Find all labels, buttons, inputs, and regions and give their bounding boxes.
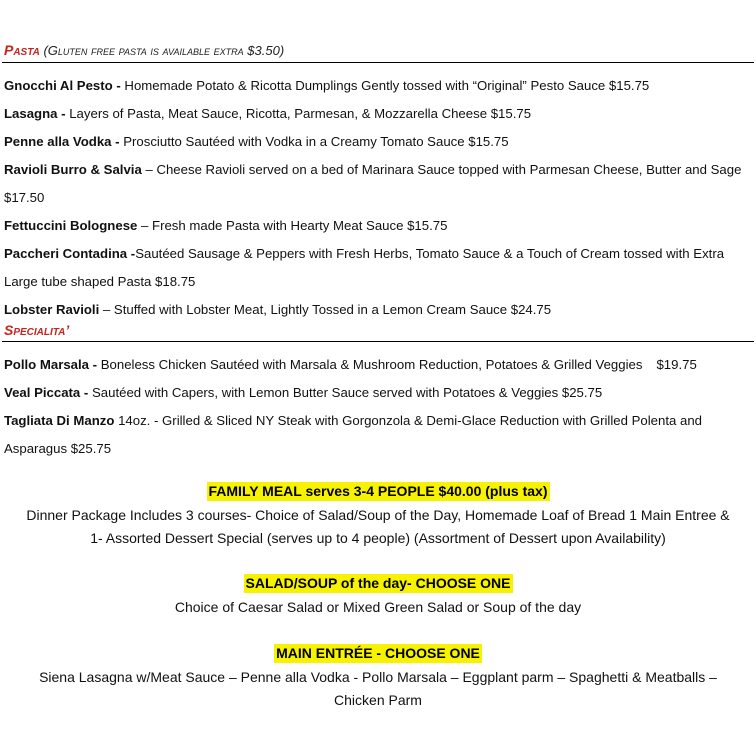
main-entree-title: MAIN ENTRÉE - CHOOSE ONE (276, 645, 480, 661)
item-name: Gnocchi Al Pesto - (4, 78, 121, 93)
item-name: Paccheri Contadina - (4, 246, 136, 261)
salad-soup-line-1: Choice of Caesar Salad or Mixed Green Salad or Soup of the day (174, 599, 582, 615)
family-meal-block (0, 482, 756, 501)
item-name: Tagliata Di Manzo (4, 413, 115, 428)
family-meal-line-1: Dinner Package Includes 3 courses- Choice of Salad/Soup of the Day, Homemade Loaf of Bread 1 Main Entree & (26, 507, 730, 523)
menu-item-ravioli-burro (4, 156, 752, 212)
item-name: Fettuccini Bolognese (4, 218, 138, 233)
salad-soup-title: SALAD/SOUP of the day- CHOOSE ONE (245, 575, 511, 591)
item-desc: Homemade Potato & Ricotta Dumplings Gently tossed with “Original” Pesto Sauce $15.75 (120, 78, 650, 93)
menu-item-penne-vodka (4, 128, 752, 156)
item-desc: 14oz. - Grilled & Sliced NY Steak with Gorgonzola & Demi-Glace Reduction with Grilled Polenta and Asparagus $25.75 (4, 413, 703, 456)
menu-item-veal-piccata (4, 379, 752, 407)
item-name: Lasagna - (4, 106, 66, 121)
item-name: Penne alla Vodka - (4, 134, 120, 149)
specialita-divider (2, 341, 754, 342)
specialita-section-header (4, 322, 69, 339)
pasta-title: Pasta (4, 42, 40, 58)
item-name: Ravioli Burro & Salvia (4, 162, 142, 177)
item-desc: Sautéed Sausage & Peppers with Fresh Herbs, Tomato Sauce & a Touch of Cream tossed with Extra Large tube shaped Pasta $18.75 (4, 246, 725, 289)
menu-item-pollo-marsala (4, 351, 752, 379)
main-entree-block (0, 644, 756, 663)
item-desc: – Cheese Ravioli served on a bed of Marinara Sauce topped with Parmesan Cheese, Butter and Sage $17.50 (4, 162, 742, 205)
family-meal-title: FAMILY MEAL serves 3-4 PEOPLE $40.00 (plus tax) (208, 483, 548, 499)
item-price: $19.75 (656, 357, 697, 372)
salad-soup-block (0, 574, 756, 593)
family-meal-line-2: 1- Assorted Dessert Special (serves up to 4 people) (Assortment of Dessert upon Availability) (90, 530, 666, 546)
item-name: Lobster Ravioli (4, 302, 100, 317)
item-name: Pollo Marsala - (4, 357, 98, 372)
menu-item-lasagna (4, 100, 752, 128)
menu-item-fettuccini (4, 212, 752, 240)
menu-item-gnocchi (4, 72, 752, 100)
pasta-section-header (4, 42, 284, 59)
menu-item-paccheri (4, 240, 752, 296)
item-desc: Boneless Chicken Sautéed with Marsala & Mushroom Reduction, Potatoes & Grilled Veggies (97, 357, 643, 372)
main-entree-line-1: Siena Lasagna w/Meat Sauce – Penne alla Vodka - Pollo Marsala – Eggplant parm – Spaghetti & Meatballs – (39, 669, 717, 685)
main-entree-line-2: Chicken Parm (334, 692, 422, 708)
item-name: Veal Piccata - (4, 385, 89, 400)
item-desc: Prosciutto Sautéed with Vodka in a Creamy Tomato Sauce $15.75 (119, 134, 509, 149)
gluten-free-note: (Gluten free pasta is available extra $3.50) (43, 43, 285, 58)
item-desc: – Stuffed with Lobster Meat, Lightly Tossed in a Lemon Cream Sauce $24.75 (99, 302, 552, 317)
menu-item-tagliata (4, 407, 752, 463)
specialita-title: Specialita’ (4, 322, 70, 338)
item-desc: Sautéed with Capers, with Lemon Butter Sauce served with Potatoes & Veggies $25.75 (88, 385, 603, 400)
item-desc: Layers of Pasta, Meat Sauce, Ricotta, Parmesan, & Mozzarella Cheese $15.75 (65, 106, 532, 121)
pasta-divider (2, 62, 754, 63)
item-desc: – Fresh made Pasta with Hearty Meat Sauce $15.75 (137, 218, 448, 233)
menu-item-lobster-ravioli (4, 296, 752, 324)
